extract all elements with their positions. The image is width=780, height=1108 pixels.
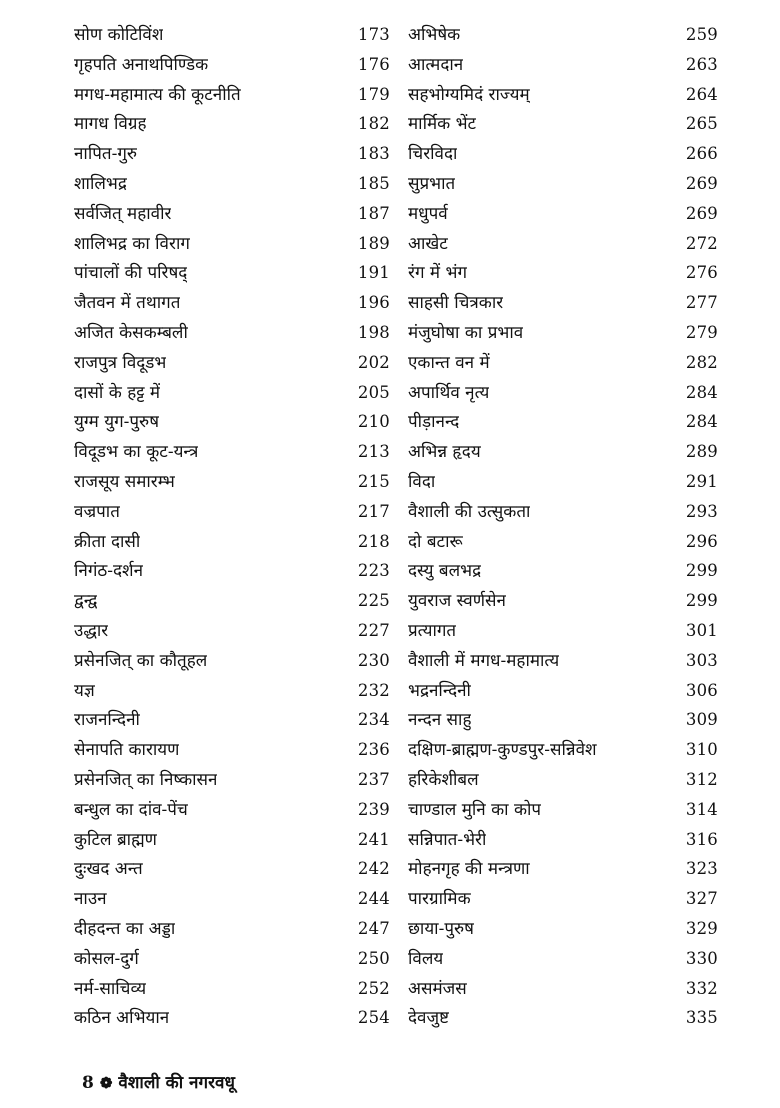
toc-entry-title: सेनापति कारायण — [74, 740, 180, 761]
toc-entry-title: नर्म-साचिव्य — [74, 978, 147, 999]
toc-entry-page: 198 — [357, 322, 390, 342]
toc-entry-page: 301 — [685, 620, 718, 640]
toc-entry-page: 241 — [357, 829, 390, 849]
toc-entry-title: दक्षिण-ब्राह्मण-कुण्डपुर-सन्निवेश — [408, 740, 597, 761]
toc-entry — [408, 974, 718, 1004]
toc-entry — [408, 467, 718, 497]
toc-entry — [74, 1003, 390, 1033]
toc-entry — [74, 944, 390, 974]
toc-entry-title: चिरविदा — [408, 144, 458, 165]
toc-entry-title: चाण्डाल मुनि का कोप — [408, 799, 542, 820]
toc-entry-title: वैशाली की उत्सुकता — [408, 501, 531, 522]
toc-entry — [74, 735, 390, 765]
toc-entry — [408, 795, 718, 825]
toc-entry-page: 335 — [685, 1008, 718, 1028]
toc-entry-title: अजित केसकम्बली — [74, 322, 188, 343]
toc-entry-title: दीहदन्त का अड्डा — [74, 918, 176, 939]
toc-entry — [74, 258, 390, 288]
toc-entry-page: 259 — [685, 25, 718, 44]
toc-entry-page: 306 — [685, 680, 718, 700]
toc-entry-page: 329 — [685, 918, 718, 938]
toc-entry — [74, 884, 390, 914]
toc-entry — [74, 854, 390, 884]
toc-entry-title: राजसूय समारम्भ — [74, 471, 175, 492]
toc-entry-title: साहसी चित्रकार — [408, 293, 504, 314]
toc-entry-title: मगध-महामात्य की कूटनीति — [74, 84, 241, 105]
toc-entry-title: आत्मदान — [408, 54, 464, 75]
toc-entry — [408, 318, 718, 348]
toc-entry-page: 250 — [357, 948, 390, 968]
toc-entry — [74, 586, 390, 616]
toc-entry — [74, 527, 390, 557]
toc-entry — [74, 646, 390, 676]
toc-entry — [74, 556, 390, 586]
toc-entry-page: 310 — [685, 740, 718, 760]
toc-entry-page: 173 — [357, 25, 390, 44]
toc-entry-page: 247 — [357, 918, 390, 938]
toc-entry-title: देवजुष्ट — [408, 1008, 450, 1029]
toc-entry-page: 237 — [357, 769, 390, 789]
toc-entry-page: 284 — [685, 412, 718, 432]
toc-entry — [74, 109, 390, 139]
toc-entry-title: निगंठ-दर्शन — [74, 561, 144, 582]
toc-entry-title: अभिषेक — [408, 25, 461, 45]
toc-entry — [408, 199, 718, 229]
toc-entry — [74, 20, 390, 50]
toc-entry-page: 215 — [357, 471, 390, 491]
toc-entry — [74, 974, 390, 1004]
toc-entry — [74, 616, 390, 646]
toc-entry-page: 327 — [685, 889, 718, 909]
toc-entry-page: 265 — [685, 114, 718, 134]
toc-entry-page: 272 — [685, 233, 718, 253]
toc-entry-page: 227 — [357, 620, 390, 640]
toc-entry — [408, 586, 718, 616]
toc-entry — [74, 795, 390, 825]
toc-entry-page: 202 — [357, 352, 390, 372]
page-number: 8 — [82, 1073, 94, 1093]
toc-entry-page: 252 — [357, 978, 390, 998]
toc-entry-title: सन्निपात-भेरी — [408, 829, 487, 850]
toc-entry-title: पारग्रामिक — [408, 889, 471, 910]
toc-entry-page: 196 — [357, 293, 390, 313]
toc-entry-page: 254 — [357, 1008, 390, 1028]
toc-entry-page: 332 — [685, 978, 718, 998]
toc-entry-page: 242 — [357, 859, 390, 879]
toc-entry-title: राजनन्दिनी — [74, 710, 140, 731]
toc-entry-title: मार्मिक भेंट — [408, 114, 477, 135]
toc-entry-page: 330 — [685, 948, 718, 968]
toc-entry — [408, 378, 718, 408]
toc-entry-page: 299 — [685, 561, 718, 581]
toc-entry-title: उद्धार — [74, 620, 109, 641]
toc-entry-page: 185 — [357, 173, 390, 193]
toc-entry — [408, 854, 718, 884]
book-title: वैशाली की नगरवधू — [118, 1073, 235, 1093]
toc-entry-page: 291 — [685, 471, 718, 491]
toc-entry-title: अपार्थिव नृत्य — [408, 382, 490, 403]
toc-entry-title: दो बटारू — [408, 531, 463, 552]
toc-entry-title: विलय — [408, 948, 444, 969]
toc-entry — [408, 50, 718, 80]
toc-entry — [408, 288, 718, 318]
toc-entry-title: सर्वजित् महावीर — [74, 203, 172, 224]
toc-entry — [408, 20, 718, 50]
toc-entry — [408, 407, 718, 437]
toc-entry-title: भद्रनन्दिनी — [408, 680, 471, 701]
toc-entry-page: 225 — [357, 591, 390, 611]
toc-entry — [408, 109, 718, 139]
flower-ornament-icon: ❁ — [99, 1074, 113, 1092]
toc-entry — [408, 646, 718, 676]
toc-entry-page: 210 — [357, 412, 390, 432]
toc-entry-page: 179 — [357, 84, 390, 104]
toc-entry — [74, 467, 390, 497]
toc-entry-page: 217 — [357, 501, 390, 521]
toc-entry-title: पीड़ानन्द — [408, 412, 460, 433]
toc-entry-page: 187 — [357, 203, 390, 223]
toc-entry-page: 244 — [357, 889, 390, 909]
toc-entry-page: 269 — [685, 173, 718, 193]
toc-entry-title: सोण कोटिविंश — [74, 25, 164, 45]
toc-entry-page: 263 — [685, 54, 718, 74]
toc-entry-title: आखेट — [408, 233, 448, 254]
toc-entry-page: 266 — [685, 144, 718, 164]
toc-entry-title: शालिभद्र का विराग — [74, 233, 190, 254]
toc-entry-title: जैतवन में तथागत — [74, 293, 181, 314]
toc-entry — [408, 914, 718, 944]
toc-entry-page: 239 — [357, 799, 390, 819]
toc-entry-title: मागध विग्रह — [74, 114, 147, 135]
toc-entry — [74, 378, 390, 408]
toc-entry — [74, 437, 390, 467]
toc-entry-page: 189 — [357, 233, 390, 253]
page-footer — [82, 1070, 235, 1093]
toc-entry-title: मोहनगृह की मन्त्रणा — [408, 859, 530, 880]
toc-entry-page: 293 — [685, 501, 718, 521]
toc-entry-title: प्रसेनजित् का कौतूहल — [74, 650, 208, 671]
toc-entry — [74, 229, 390, 259]
toc-entry-page: 309 — [685, 710, 718, 730]
toc-entry-title: मधुपर्व — [408, 203, 448, 224]
toc-entry-title: नाउन — [74, 889, 107, 910]
toc-entry — [74, 676, 390, 706]
toc-entry-title: द्वन्द्व — [74, 591, 98, 612]
toc-entry-page: 183 — [357, 144, 390, 164]
toc-entry — [408, 80, 718, 110]
toc-entry — [408, 556, 718, 586]
toc-entry-page: 323 — [685, 859, 718, 879]
toc-entry — [408, 437, 718, 467]
toc-entry — [408, 735, 718, 765]
toc-entry — [74, 407, 390, 437]
toc-entry — [408, 527, 718, 557]
toc-entry-page: 269 — [685, 203, 718, 223]
toc-entry — [408, 705, 718, 735]
toc-entry-page: 277 — [685, 293, 718, 313]
toc-entry-page: 176 — [357, 54, 390, 74]
toc-entry-page: 223 — [357, 561, 390, 581]
toc-entry — [408, 1003, 718, 1033]
toc-entry-page: 314 — [685, 799, 718, 819]
toc-entry-title: युवराज स्वर्णसेन — [408, 591, 506, 612]
toc-entry — [74, 50, 390, 80]
toc-entry-page: 289 — [685, 442, 718, 462]
toc-entry-title: नापित-गुरु — [74, 144, 138, 165]
toc-entry-title: बन्धुल का दांव-पेंच — [74, 799, 188, 820]
toc-entry-page: 279 — [685, 322, 718, 342]
toc-entry-title: नन्दन साहु — [408, 710, 472, 731]
toc-entry — [74, 825, 390, 855]
toc-entry-page: 296 — [685, 531, 718, 551]
toc-entry-page: 276 — [685, 263, 718, 283]
toc-entry — [408, 229, 718, 259]
toc-entry-title: विदा — [408, 471, 436, 492]
toc-entry-title: अभिन्न हृदय — [408, 442, 481, 463]
toc-entry-title: एकान्त वन में — [408, 352, 490, 373]
toc-left-column — [74, 20, 390, 1033]
toc-entry-page: 230 — [357, 650, 390, 670]
toc-entry-title: हरिकेशीबल — [408, 769, 479, 790]
toc-entry-title: कुटिल ब्राह्मण — [74, 829, 157, 850]
toc-entry — [74, 705, 390, 735]
toc-entry-title: कठिन अभियान — [74, 1008, 170, 1029]
toc-entry — [408, 825, 718, 855]
toc-entry-page: 284 — [685, 382, 718, 402]
toc-entry-page: 282 — [685, 352, 718, 372]
toc-entry-title: पांचालों की परिषद् — [74, 263, 188, 284]
toc-entry — [408, 497, 718, 527]
toc-entry — [74, 139, 390, 169]
toc-entry-title: मंजुघोषा का प्रभाव — [408, 322, 524, 343]
toc-entry — [408, 676, 718, 706]
toc-entry-title: दुःखद अन्त — [74, 859, 143, 880]
toc-entry-title: असमंजस — [408, 978, 467, 999]
toc-entry-title: दस्यु बलभद्र — [408, 561, 482, 582]
toc-entry — [74, 288, 390, 318]
toc-right-column — [408, 20, 718, 1033]
toc-entry-title: विदूडभ का कूट-यन्त्र — [74, 442, 199, 463]
toc-entry-page: 234 — [357, 710, 390, 730]
toc-entry-page: 236 — [357, 740, 390, 760]
toc-entry — [408, 765, 718, 795]
toc-entry-page: 232 — [357, 680, 390, 700]
toc-entry-page: 264 — [685, 84, 718, 104]
toc-entry-title: प्रत्यागत — [408, 620, 457, 641]
toc-entry-page: 191 — [357, 263, 390, 283]
toc-entry-page: 218 — [357, 531, 390, 551]
toc-entry — [408, 616, 718, 646]
toc-entry — [74, 497, 390, 527]
toc-entry — [408, 169, 718, 199]
toc-entry-title: क्रीता दासी — [74, 531, 141, 552]
toc-entry-page: 299 — [685, 591, 718, 611]
toc-entry-page: 312 — [685, 769, 718, 789]
toc-entry — [74, 80, 390, 110]
toc-entry — [74, 348, 390, 378]
toc-entry-title: छाया-पुरुष — [408, 918, 474, 939]
toc-entry — [74, 169, 390, 199]
toc-entry — [408, 944, 718, 974]
toc-entry — [408, 884, 718, 914]
toc-entry-page: 303 — [685, 650, 718, 670]
toc-entry — [74, 318, 390, 348]
toc-entry-page: 213 — [357, 442, 390, 462]
toc-entry-title: गृहपति अनाथपिण्डिक — [74, 54, 209, 75]
toc-entry — [408, 258, 718, 288]
toc-entry-title: सुप्रभात — [408, 173, 456, 194]
toc-entry-title: रंग में भंग — [408, 263, 468, 284]
toc-entry-title: यज्ञ — [74, 680, 95, 701]
toc-entry-page: 316 — [685, 829, 718, 849]
toc-entry-title: कोसल-दुर्ग — [74, 948, 139, 969]
toc-entry — [74, 765, 390, 795]
toc-entry-title: शालिभद्र — [74, 173, 127, 194]
toc-entry-title: प्रसेनजित् का निष्कासन — [74, 769, 218, 790]
toc-entry — [408, 348, 718, 378]
toc-entry — [408, 139, 718, 169]
toc-entry-title: युग्म युग-पुरुष — [74, 412, 160, 433]
toc-entry-page: 182 — [357, 114, 390, 134]
toc-entry-title: दासों के हट्ट में — [74, 382, 161, 403]
toc-entry-title: वज्रपात — [74, 501, 120, 522]
toc-entry-title: राजपुत्र विदूडभ — [74, 352, 167, 373]
toc-entry-title: सहभोग्यमिदं राज्यम् — [408, 84, 530, 105]
toc-entry — [74, 914, 390, 944]
toc-entry — [74, 199, 390, 229]
toc-entry-page: 205 — [357, 382, 390, 402]
toc-entry-title: वैशाली में मगध-महामात्य — [408, 650, 560, 671]
